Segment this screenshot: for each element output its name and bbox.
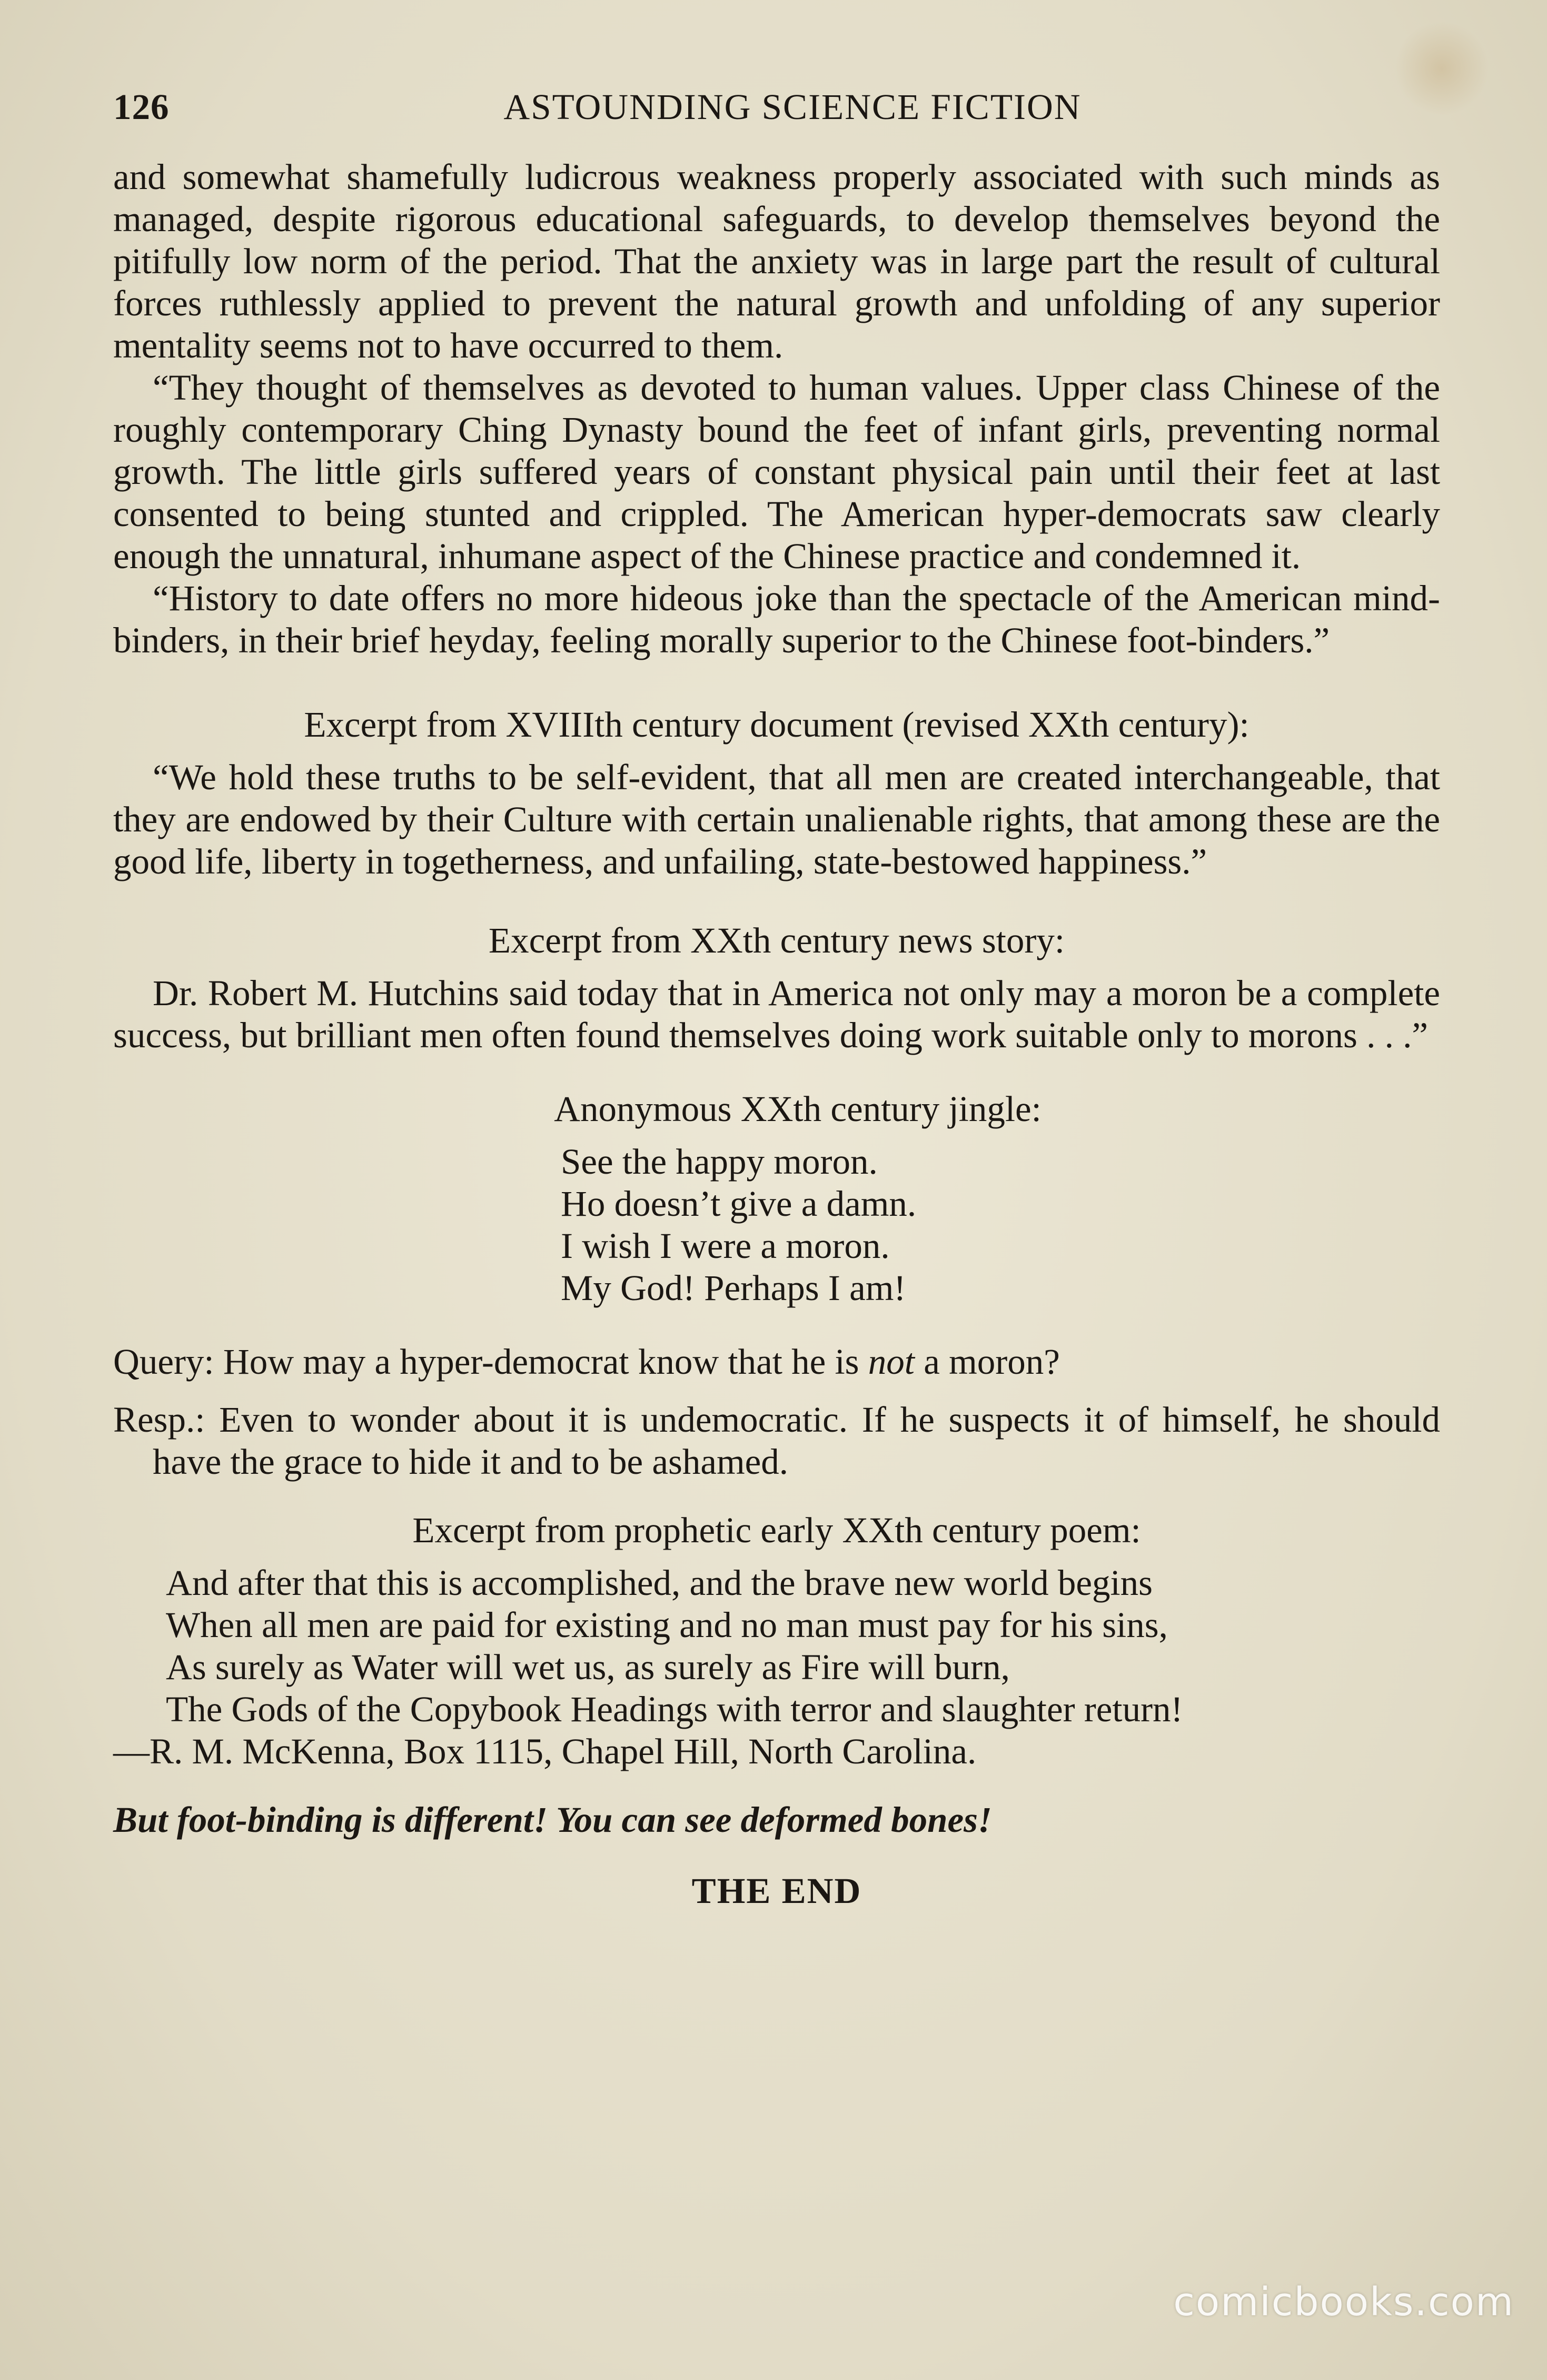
editor-note: But foot-binding is different! You can see deformed bones! [113,1800,992,1840]
paragraph-1: and somewhat shamefully ludicrous weakness properly associated with such minds as managed, despite rigorous educational safeguards, to develop themselves beyond the pitifully low norm of the period. That the anxiety was in large part the result of cultural forces ruthlessly applied to prevent the natural growth and unfolding of any superior mentality seems not to have occurred to them. [113,157,1440,365]
jingle-verse [561,1141,1440,1309]
excerpt-heading-1: Excerpt from XVIIIth century document (revised XXth century): [304,705,1250,745]
response-line [113,1399,1440,1483]
resp-label: Resp.: [113,1400,205,1440]
article-body [113,156,1440,1912]
watermark: comicbooks.com [1173,2279,1514,2325]
page-number: 126 [113,87,170,127]
magazine-title: ASTOUNDING SCIENCE FICTION [503,87,1082,127]
jingle-line: See the happy moron. [561,1142,878,1182]
query-text-end: a moron? [914,1342,1060,1382]
excerpt-heading-2: Excerpt from XXth century news story: [488,920,1065,960]
resp-text: Even to wonder about it is undemocratic. If he suspects it of himself, he should have the grace to hide it and to be ashamed. [153,1400,1440,1482]
query-text: How may a hyper-democrat know that he is [223,1342,868,1382]
declaration-quote: “We hold these truths to be self-evident, that all men are created interchangeable, that they are endowed by their Culture with certain unalienable rights, that among these are the good life, liberty in togetherness, and unfailing, state-bestowed happiness.” [113,757,1440,881]
letter-attribution: —R. M. McKenna, Box 1115, Chapel Hill, North Carolina. [113,1731,977,1771]
poem-verse [166,1562,1440,1730]
jingle-line: Ho doesn’t give a damn. [561,1184,917,1224]
news-story-text: Dr. Robert M. Hutchins said today that in America not only may a moron be a complete success, but brilliant men often found themselves doing work suitable only to morons . . .” [113,973,1440,1055]
jingle-line: I wish I were a moron. [561,1226,890,1266]
poem-line: And after that this is accomplished, and the brave new world begins [166,1563,1153,1603]
poem-heading: Excerpt from prophetic early XXth century poem: [412,1510,1141,1550]
poem-line: When all men are paid for existing and no man must pay for his sins, [166,1605,1168,1645]
paragraph-3: “History to date offers no more hideous joke than the spectacle of the American mind-binders, in their brief heyday, feeling morally superior to the Chinese foot-binders.” [113,578,1440,660]
poem-line: The Gods of the Copybook Headings with terror and slaughter return! [166,1689,1183,1729]
the-end: THE END [691,1871,862,1911]
jingle-heading: Anonymous XXth century jingle: [554,1089,1042,1129]
paragraph-2: “They thought of themselves as devoted to human values. Upper class Chinese of the roughly contemporary Ching Dynasty bound the feet of infant girls, preventing normal growth. The little girls suffered years of constant physical pain until their feet at last consented to being stunted and crippled. The American hyper-democrats saw clearly enough the unnatural, inhumane aspect of the Chinese practice and condemned it. [113,368,1440,576]
query-label: Query: [113,1342,214,1382]
running-head [113,83,1440,131]
jingle-line: My God! Perhaps I am! [561,1268,906,1308]
query-line [113,1341,1440,1383]
query-emphasis: not [868,1342,915,1382]
poem-line: As surely as Water will wet us, as surely as Fire will burn, [166,1647,1010,1687]
